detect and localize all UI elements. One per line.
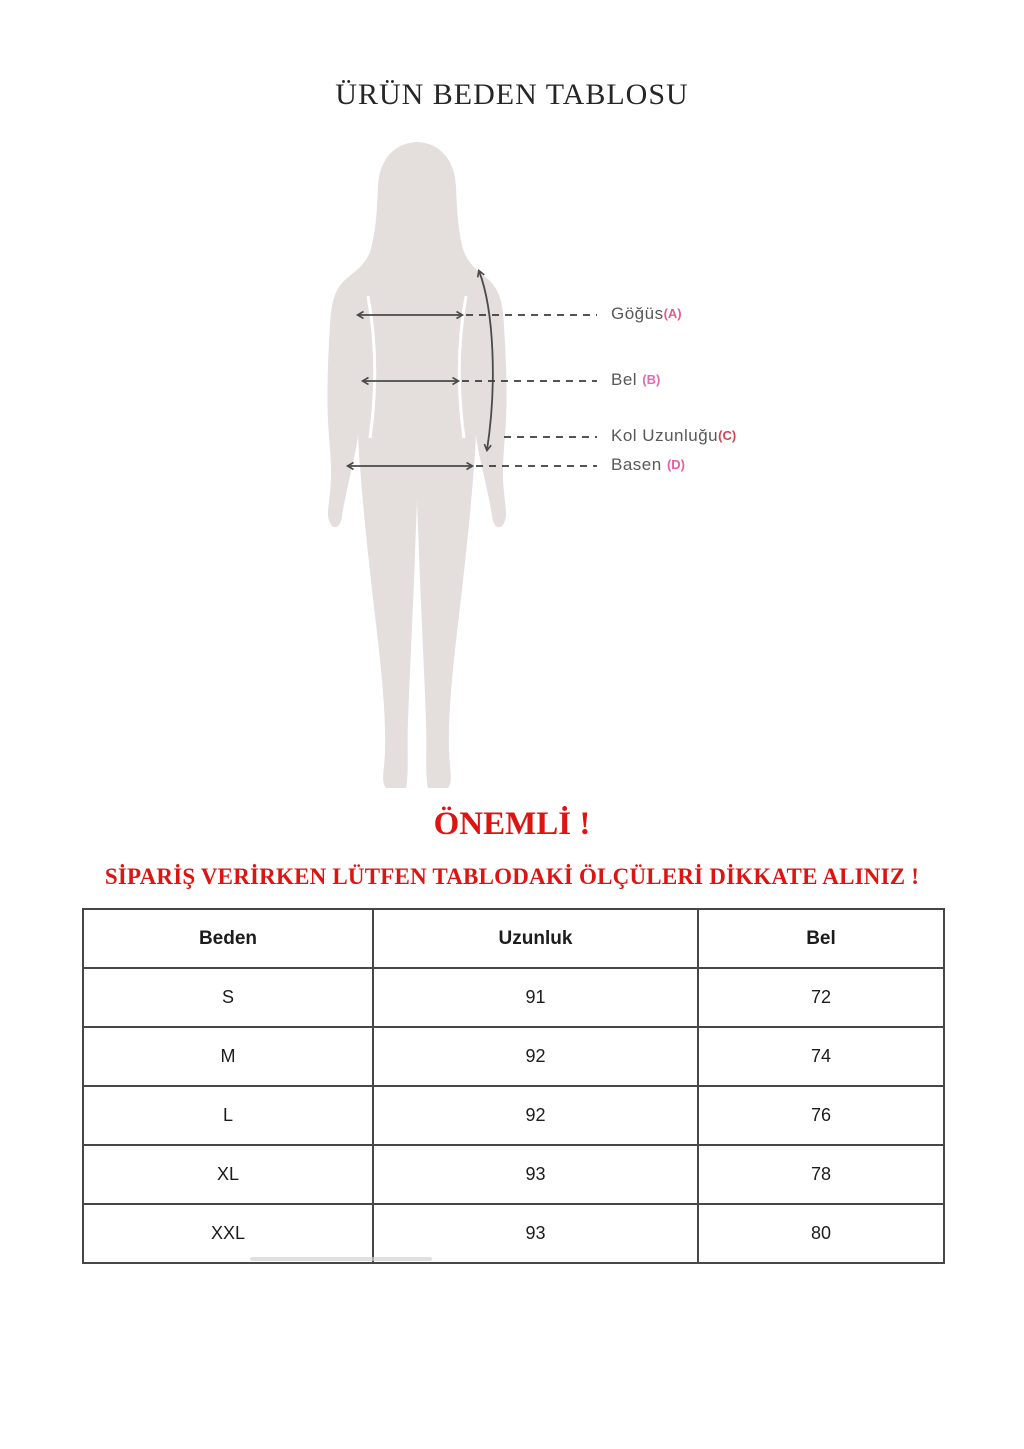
measure-code: (A) <box>663 306 682 321</box>
scan-artifact <box>250 1257 432 1261</box>
measure-label-text: Basen <box>611 455 667 474</box>
measure-label-hips <box>611 455 685 475</box>
notice-message: SİPARİŞ VERİRKEN LÜTFEN TABLODAKİ ÖLÇÜLERİ DİKKATE ALINIZ ! <box>104 864 920 889</box>
table-cell-waist: 74 <box>698 1027 944 1086</box>
table-header-row <box>83 909 944 968</box>
table-row <box>83 968 944 1027</box>
table-cell-length: 92 <box>373 1086 698 1145</box>
measure-label-chest <box>611 304 682 324</box>
table-cell-waist: 80 <box>698 1204 944 1263</box>
measure-label-text: Bel <box>611 370 643 389</box>
table-cell-waist: 78 <box>698 1145 944 1204</box>
table-cell-size: S <box>83 968 373 1027</box>
column-header-bel: Bel <box>698 909 944 968</box>
measure-code: (D) <box>666 457 685 472</box>
table-cell-size: XL <box>83 1145 373 1204</box>
table-row <box>83 1145 944 1204</box>
table-cell-waist: 76 <box>698 1086 944 1145</box>
table-cell-length: 93 <box>373 1204 698 1263</box>
measure-label-waist <box>611 370 660 390</box>
table-cell-length: 92 <box>373 1027 698 1086</box>
notice-heading: ÖNEMLİ ! <box>433 806 591 842</box>
table-row <box>83 1204 944 1263</box>
table-cell-size: XXL <box>83 1204 373 1263</box>
measure-label-text: Kol Uzunluğu <box>611 426 719 445</box>
table-cell-size: M <box>83 1027 373 1086</box>
table-row <box>83 1027 944 1086</box>
measure-label-arm-length <box>611 426 736 446</box>
table-row <box>83 1086 944 1145</box>
table-cell-length: 93 <box>373 1145 698 1204</box>
table-cell-length: 91 <box>373 968 698 1027</box>
body-silhouette <box>327 142 506 788</box>
measure-label-text: Göğüs <box>611 304 664 323</box>
column-header-uzunluk: Uzunluk <box>373 909 698 968</box>
measure-code: (B) <box>642 372 661 387</box>
table-cell-waist: 72 <box>698 968 944 1027</box>
page-title: ÜRÜN BEDEN TABLOSU <box>335 78 689 111</box>
size-table <box>82 908 945 1264</box>
measure-code: (C) <box>718 428 737 443</box>
table-cell-size: L <box>83 1086 373 1145</box>
column-header-beden: Beden <box>83 909 373 968</box>
